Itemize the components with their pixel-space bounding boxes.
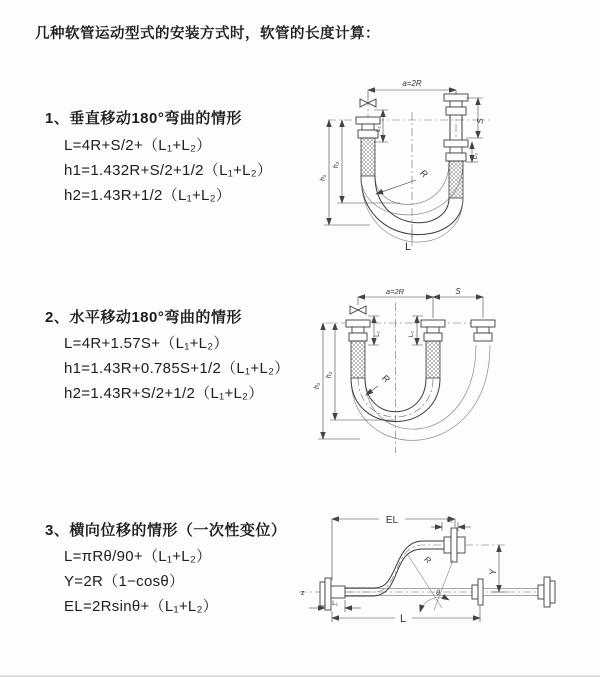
- dim-l: [332, 606, 480, 625]
- braid-section: [449, 161, 463, 198]
- dim-s-label: S: [476, 118, 485, 124]
- formula-h1: h1=1.43R+0.785S+1/2（L₁+L₂）: [64, 360, 290, 377]
- braid-section: [351, 341, 365, 378]
- dim-l1-label: L₁: [332, 600, 338, 607]
- dim-el-label: EL: [385, 515, 399, 526]
- valve-icon: [350, 306, 366, 314]
- dim-l1: [309, 600, 361, 612]
- right-fitting-moved: [444, 140, 468, 198]
- dim-el: [332, 515, 455, 580]
- radius-label: R: [422, 554, 433, 566]
- radius-leader: [366, 373, 392, 395]
- dim-a-2r-label: a=2R: [385, 287, 405, 296]
- right-fitting-moved: [471, 320, 495, 341]
- section1-heading: 1、垂直移动180°弯曲的情形: [45, 110, 242, 127]
- dim-l2-label: L₂: [472, 152, 479, 160]
- braid-section: [361, 138, 375, 176]
- dim-l-label: L: [399, 613, 407, 625]
- dim-h1-label: h₁: [314, 382, 321, 390]
- diagram-horizontal-180-bend: [300, 283, 600, 468]
- section2-heading: 2、水平移动180°弯曲的情形: [45, 309, 242, 326]
- dim-s: [466, 98, 485, 138]
- radius-construction: [408, 555, 453, 612]
- top-right-flange: [444, 528, 465, 562]
- dim-a-2r-label: a=2R: [402, 79, 422, 88]
- formula-h2: h2=1.43R+S/2+1/2（L₁+L₂）: [64, 385, 264, 402]
- section2-formulas: [64, 331, 290, 406]
- dim-h2-label: h₂: [333, 161, 340, 169]
- dim-y: [465, 545, 507, 592]
- braid-section: [426, 341, 440, 378]
- section3-heading: 3、横向位移的情形（一次性变位）: [45, 522, 287, 539]
- dim-h1-label: h₁: [320, 174, 327, 182]
- dim-a-2r: [368, 79, 456, 98]
- radius-label: R: [418, 167, 430, 180]
- diagram-lateral-displacement: [295, 500, 600, 655]
- middle-fitting-original: [421, 320, 445, 378]
- dim-l1-label: L₁: [374, 331, 381, 337]
- dim-l2-label: L₂: [408, 330, 415, 338]
- left-fitting: [346, 320, 370, 378]
- section3-formulas: [64, 544, 218, 619]
- diagram-vertical-180-bend: [300, 72, 600, 267]
- radius-label: R: [380, 372, 392, 385]
- radius-leader: [376, 168, 430, 194]
- z-axis-label: z: [301, 590, 305, 597]
- dim-s-label: S: [455, 287, 461, 296]
- formula-L: L=4R+S/2+（L₁+L₂）: [64, 137, 212, 154]
- dim-y-label: Y: [488, 568, 498, 576]
- dim-l1-label: L₁: [375, 126, 382, 132]
- right-fitting-original: [444, 94, 468, 140]
- dim-s: [433, 287, 483, 318]
- section1-formulas: [64, 133, 272, 208]
- page-title: 几种软管运动型式的安装方式时，软管的长度计算：: [35, 26, 380, 42]
- dim-a-2r: [358, 287, 433, 318]
- formula-L: L=πRθ/90+（L₁+L₂）: [64, 548, 212, 565]
- formula-Y: Y=2R（1−cosθ）: [64, 573, 185, 590]
- formula-L: L=4R+1.57S+（L₁+L₂）: [64, 335, 229, 352]
- hose-end-fitting-original: [472, 579, 483, 605]
- dim-h2-label: h₂: [326, 371, 333, 379]
- hose-u-bend: [351, 345, 490, 440]
- formula-h2: h2=1.43R+1/2（L₁+L₂）: [64, 187, 232, 204]
- right-mating-flange: [538, 577, 555, 607]
- formula-EL: EL=2Rsinθ+（L₁+L₂）: [64, 598, 218, 615]
- dim-l2-label: L₂: [446, 517, 454, 524]
- theta-label: θ: [436, 590, 440, 597]
- length-label: L: [404, 241, 412, 253]
- formula-h1: h1=1.432R+S/2+1/2（L₁+L₂）: [64, 162, 273, 179]
- left-fitting: [356, 117, 380, 176]
